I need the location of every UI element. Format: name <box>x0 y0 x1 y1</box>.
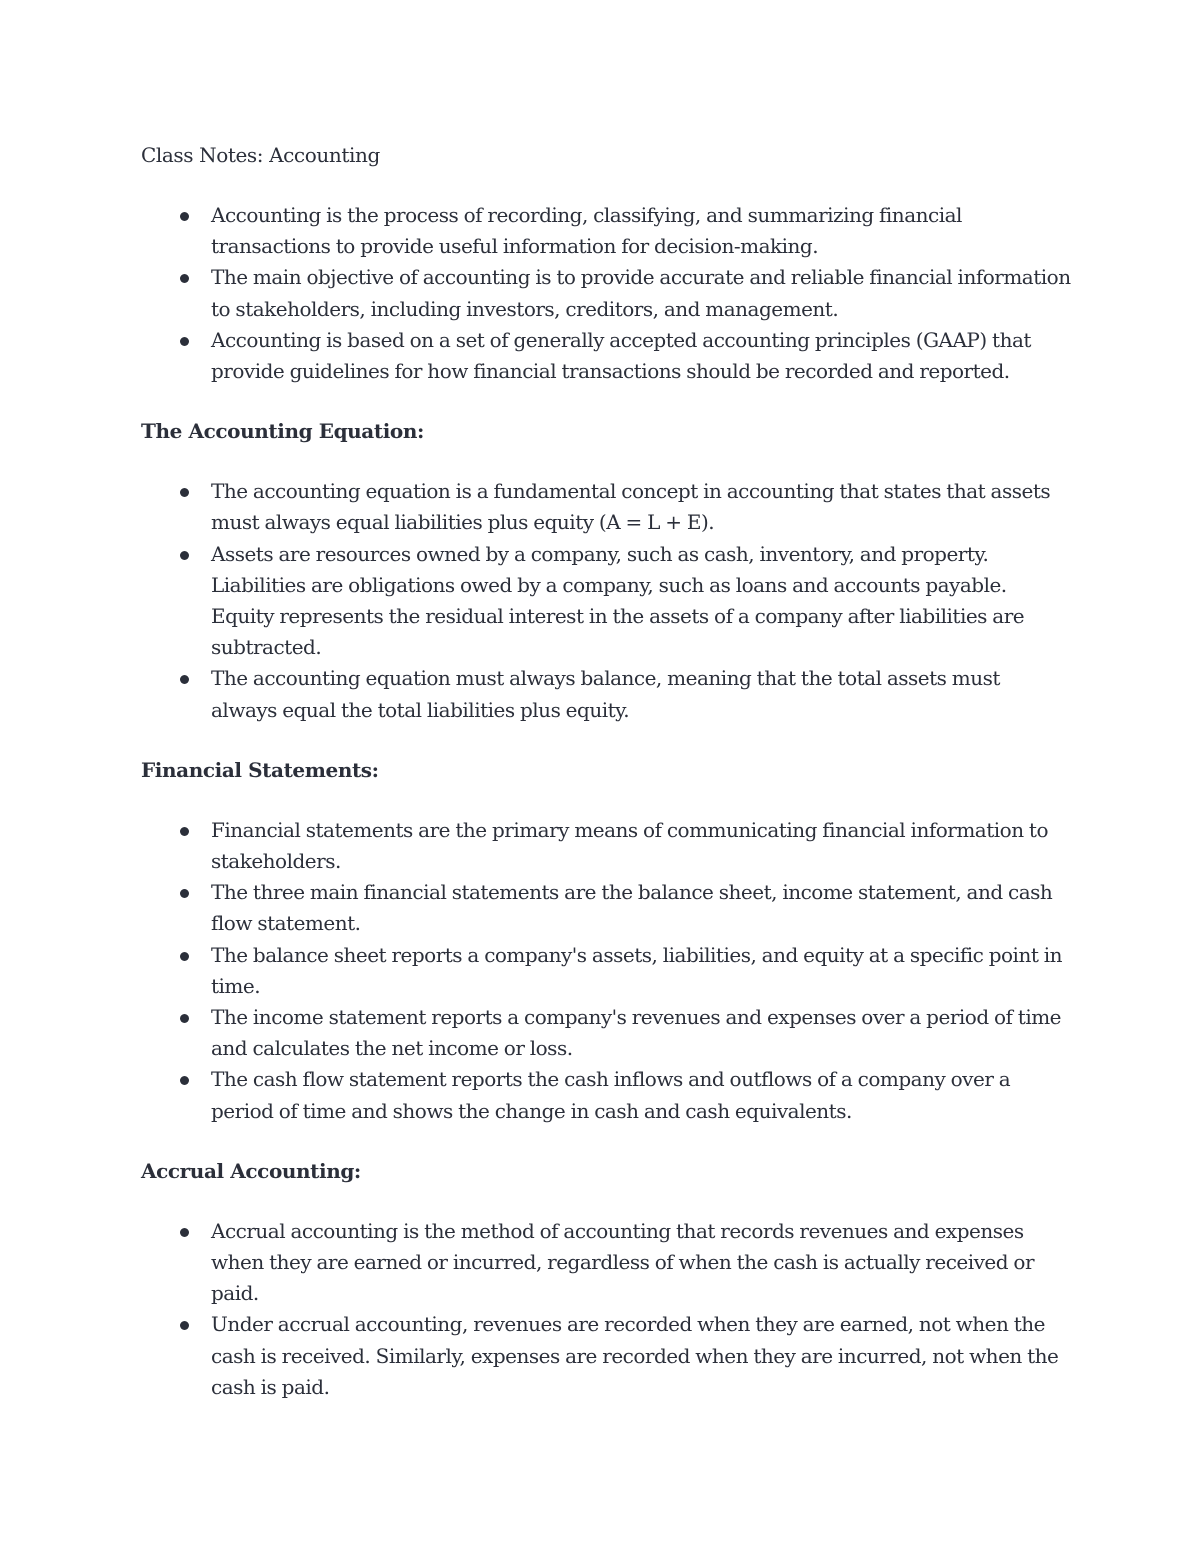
accrual-accounting-bullet-list <box>141 1216 1071 1403</box>
bullet-item <box>141 1216 1071 1310</box>
bullet-text: The main objective of accounting is to provide accurate and reliable financial information to stakeholders, including investors, creditors, and management. <box>211 265 1071 321</box>
bullet-item <box>141 877 1071 939</box>
document-title: Class Notes: Accounting <box>141 143 380 167</box>
financial-statements-bullet-list <box>141 815 1071 1127</box>
bullet-dot-icon <box>180 889 189 898</box>
section-heading-financial-statements: Financial Statements: <box>141 757 379 782</box>
bullet-item <box>141 1064 1071 1126</box>
bullet-dot-icon <box>180 1228 189 1237</box>
bullet-text: The three main financial statements are the balance sheet, income statement, and cash flow statement. <box>211 880 1053 936</box>
bullet-text: The income statement reports a company's revenues and expenses over a period of time and calculates the net income or loss. <box>211 1005 1062 1061</box>
bullet-text: Assets are resources owned by a company, such as cash, inventory, and property. Liabilities are obligations owed by a company, such as loans and accounts payable. Equity represents the residual interest in the assets of a company after liabilities are subtracted. <box>211 541 1025 660</box>
bullet-item <box>141 1309 1071 1403</box>
section-heading-accrual-accounting: Accrual Accounting: <box>141 1158 361 1183</box>
bullet-dot-icon <box>180 551 189 560</box>
bullet-dot-icon <box>180 1321 189 1330</box>
bullet-dot-icon <box>180 827 189 836</box>
bullet-text: Financial statements are the primary means of communicating financial information to stakeholders. <box>211 817 1049 874</box>
bullet-dot-icon <box>180 274 189 283</box>
bullet-dot-icon <box>180 337 189 346</box>
bullet-item <box>141 200 1071 262</box>
bullet-text: Accounting is based on a set of generally accepted accounting principles (GAAP) that provide guidelines for how financial transactions should be recorded and reported. <box>211 327 1031 384</box>
bullet-item <box>141 815 1071 877</box>
document-content <box>141 140 1071 1432</box>
bullet-dot-icon <box>180 488 189 497</box>
section-heading-accounting-equation: The Accounting Equation: <box>141 419 424 444</box>
bullet-dot-icon <box>180 1076 189 1085</box>
bullet-text: The balance sheet reports a company's assets, liabilities, and equity at a specific point in time. <box>211 942 1063 998</box>
bullet-item <box>141 539 1071 664</box>
bullet-dot-icon <box>180 1014 189 1023</box>
bullet-text: The accounting equation is a fundamental concept in accounting that states that assets must always equal liabilities plus equity (A = L + E). <box>211 479 1051 535</box>
bullet-item <box>141 262 1071 324</box>
bullet-text: The accounting equation must always balance, meaning that the total assets must always equal the total liabilities plus equity. <box>211 666 1000 722</box>
bullet-item <box>141 325 1071 387</box>
bullet-item <box>141 940 1071 1002</box>
accounting-equation-bullet-list <box>141 476 1071 726</box>
bullet-text: Under accrual accounting, revenues are recorded when they are earned, not when the cash is received. Similarly, expenses are recorded when they are incurred, not when the cash is paid. <box>211 1312 1059 1399</box>
bullet-item <box>141 476 1071 538</box>
bullet-dot-icon <box>180 952 189 961</box>
bullet-text: Accounting is the process of recording, classifying, and summarizing financial transactions to provide useful information for decision-making. <box>211 203 962 259</box>
bullet-item <box>141 663 1071 725</box>
bullet-item <box>141 1002 1071 1064</box>
bullet-text: The cash flow statement reports the cash inflows and outflows of a company over a period of time and shows the change in cash and cash equivalents. <box>211 1067 1011 1123</box>
bullet-text: Accrual accounting is the method of accounting that records revenues and expenses when they are earned or incurred, regardless of when the cash is actually received or paid. <box>211 1218 1035 1306</box>
bullet-dot-icon <box>180 212 189 221</box>
intro-bullet-list <box>141 200 1071 387</box>
bullet-dot-icon <box>180 675 189 684</box>
